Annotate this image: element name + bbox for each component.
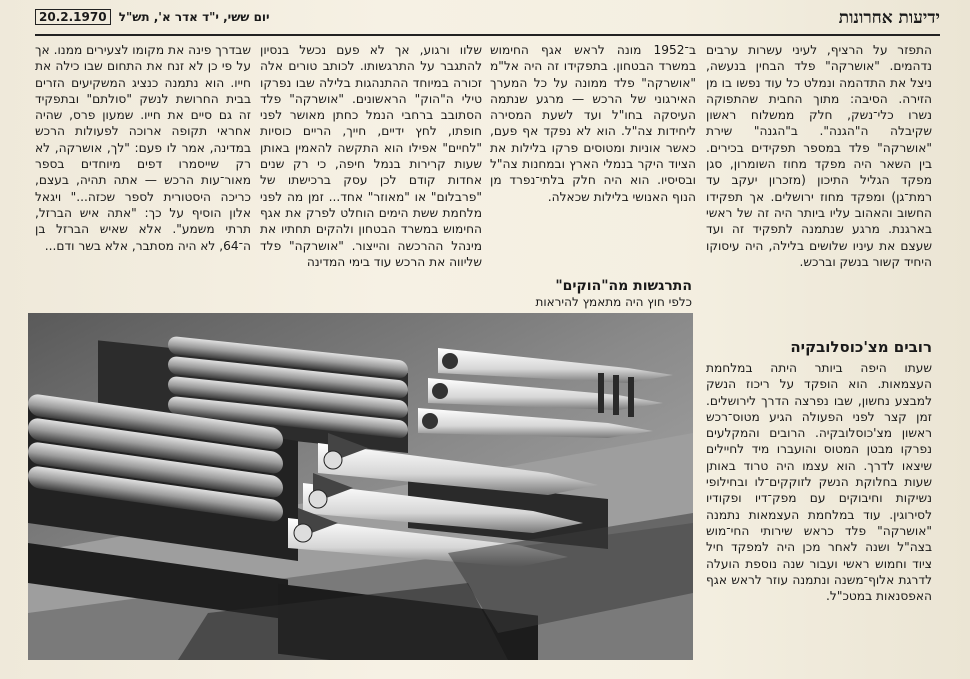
dateline-group xyxy=(35,10,270,24)
date-box: 20.2.1970 xyxy=(35,9,111,25)
article-column-3 xyxy=(260,42,482,312)
subhead-hawk: התרגשות מה"הוקים" xyxy=(555,278,692,294)
missile-photo xyxy=(28,313,693,660)
dateline: יום ששי, י"ד אדר א', תש"ל xyxy=(118,10,270,24)
page-header xyxy=(35,8,940,36)
article-column-2 xyxy=(490,42,696,238)
column-3-text: שלוו ורגוע, אך לא פעם נכשל בנסיון להתגבר על התרגשותו. לכותב טורים אלה זכורה במיוחד ההתנהגות בלילה שבו נפרקו טילי ה"הוק" הראשונים. "אושרקה" פלד הסתובב ברחבי הנמל כחתן מאושר לפני חופתו, לחץ ידיים, חייך, הריים כוסיות "לחיים" אפילו הוא התקשה להאמין באותן שעות קרירות בנמל חיפה, כי רק שנים אחדות קודם לכן עסק ברכישתו של "פרבלום" או "מאוזר" אחד... זמן מה לפני מלחמת ששת הימים הוחלט לפרק את אגף החימוש במשרד הבטחון ולהקים תחתיו את מינהל ההרכשה והייצור. "אושרקה" פלד שליווה את הרכש עוד בימי המדינה xyxy=(260,43,482,269)
article-column-4 xyxy=(35,42,251,312)
front-trailer xyxy=(28,393,298,620)
subhead-czech: רובים מצ'כוסלובקיה xyxy=(790,338,932,356)
subhead-hawk-sub: כלפי חוץ היה מתאמץ להיראות xyxy=(535,295,692,309)
column-1-text: התפזר על הרציף, לעיני עשרות ערבים נדהמים. "אושרקה" פלד הבחין בנעשה, ניצל את התדהמה ונמלט כל עוד נפשו בו מן הזירה. הסיבה: מתוך החבית שהתפוקה נשרו כלי־נשק, חלק ממשלוח ראשון שקיבלה ה"הגנה". ב"הגנה" שירת "אושרקה" פלד במספר תפקידים בכירים. בין השאר היה מפקד מחוז השומרון, סגן מפקד הגליל התיכון (מזכרון יעקב עד רמת־גן) ומפקד מחוז ירושלים. אך תפקידו החשוב והאהוב עליו ביותר היה זה של ראשי בארגנת. מרגע שנתמנה לתפקיד זה ועד שעצם את עיניו שלושים בלילה, היה עיסוקו היחיד קשור בנשק וברכש. xyxy=(706,43,932,269)
column-2-text: ב־1952 מונה לראש אגף החימוש במשרד הבטחון. בתפקידו זה היה אל"מ "אושרקה" פלד ממונה על כל המערך האירגוני של הרכש — מרגע שנתמה העיסקה בחו"ל ועד לשעת המסירה ליחידות צה"ל. הוא לא נפקד אף פעם, כאשר אוניות ומטוסים פרקו בלילות את הציוד היקר בנמלי הארץ ובמחנות צה"ל ובסיסיו. הוא היה חלק בלתי־נפרד מן הנוף האנושי בלילות שכאלה. xyxy=(490,43,696,204)
missile-photo-drawing xyxy=(28,313,693,660)
masthead: ידיעות אחרונות xyxy=(838,8,940,28)
column-5-text: שעתו היפה ביותר היתה במלחמת העצמאות. הוא הופקד על ריכוז הנשק למבצע נחשון, שבו נפרצה הדרך לירושלים. זמן קצר לפני הפעולה הגיע מטוס־רכש ראשון מצ'כוסלובקיה. הרובים והמקלעים נפרקו מבטן המטוס והועברו מיד לחיילים שיצאו לדרך. הוא עצמו היה טרוד באותן שעות בחלוקת הנשק לזוקקים־לו ובחילופי נשיקות וחיבוקים עם מפק־דיו ופקודיו לסירוגין. עוד במלחמת העצמאות נתמנה "אושרקה" פלד כראש שירותי החי־מוש בצה"ל ושנה לאחר מכן היה למפקד חיל ציוד וחמוש ראשי ועבור שנה נוספת הועלה לדרגת אלוף־משנה ונתמנה עוזר לראש אגף האפסנאות במטכ"ל. xyxy=(706,361,932,604)
article-column-1 xyxy=(706,42,932,334)
article-column-5 xyxy=(706,360,932,670)
column-4-text: שבדרך פינה את מקומו לצעירים ממנו. אך על פי כן לא זנח את התחום שבו כילה את חייו. הוא נתמנה כנציג המשקיעים הזרים בבית החרושת לנשק "סולתם" ובתפקיד זה גם סיים את חייו. שמעון פרס, שהיה אחראי תקופה ארוכה לפעולות הרכש במדינה, אמר לו פעם: "לך, אושרקה, לא רק שייסמרו דפים מיוחדים בספר מאור־עות הרכש — אתה תהיה, בעצם, כריכה היסטורית לספר שכזה..." ויגאל אלון הוסיף על כך: "אתה איש הברזל, תרתי משמע". אלא שאיש הברזל בן ה־64, לא היה מסתבר, אלא בשר ודם... xyxy=(35,43,251,253)
